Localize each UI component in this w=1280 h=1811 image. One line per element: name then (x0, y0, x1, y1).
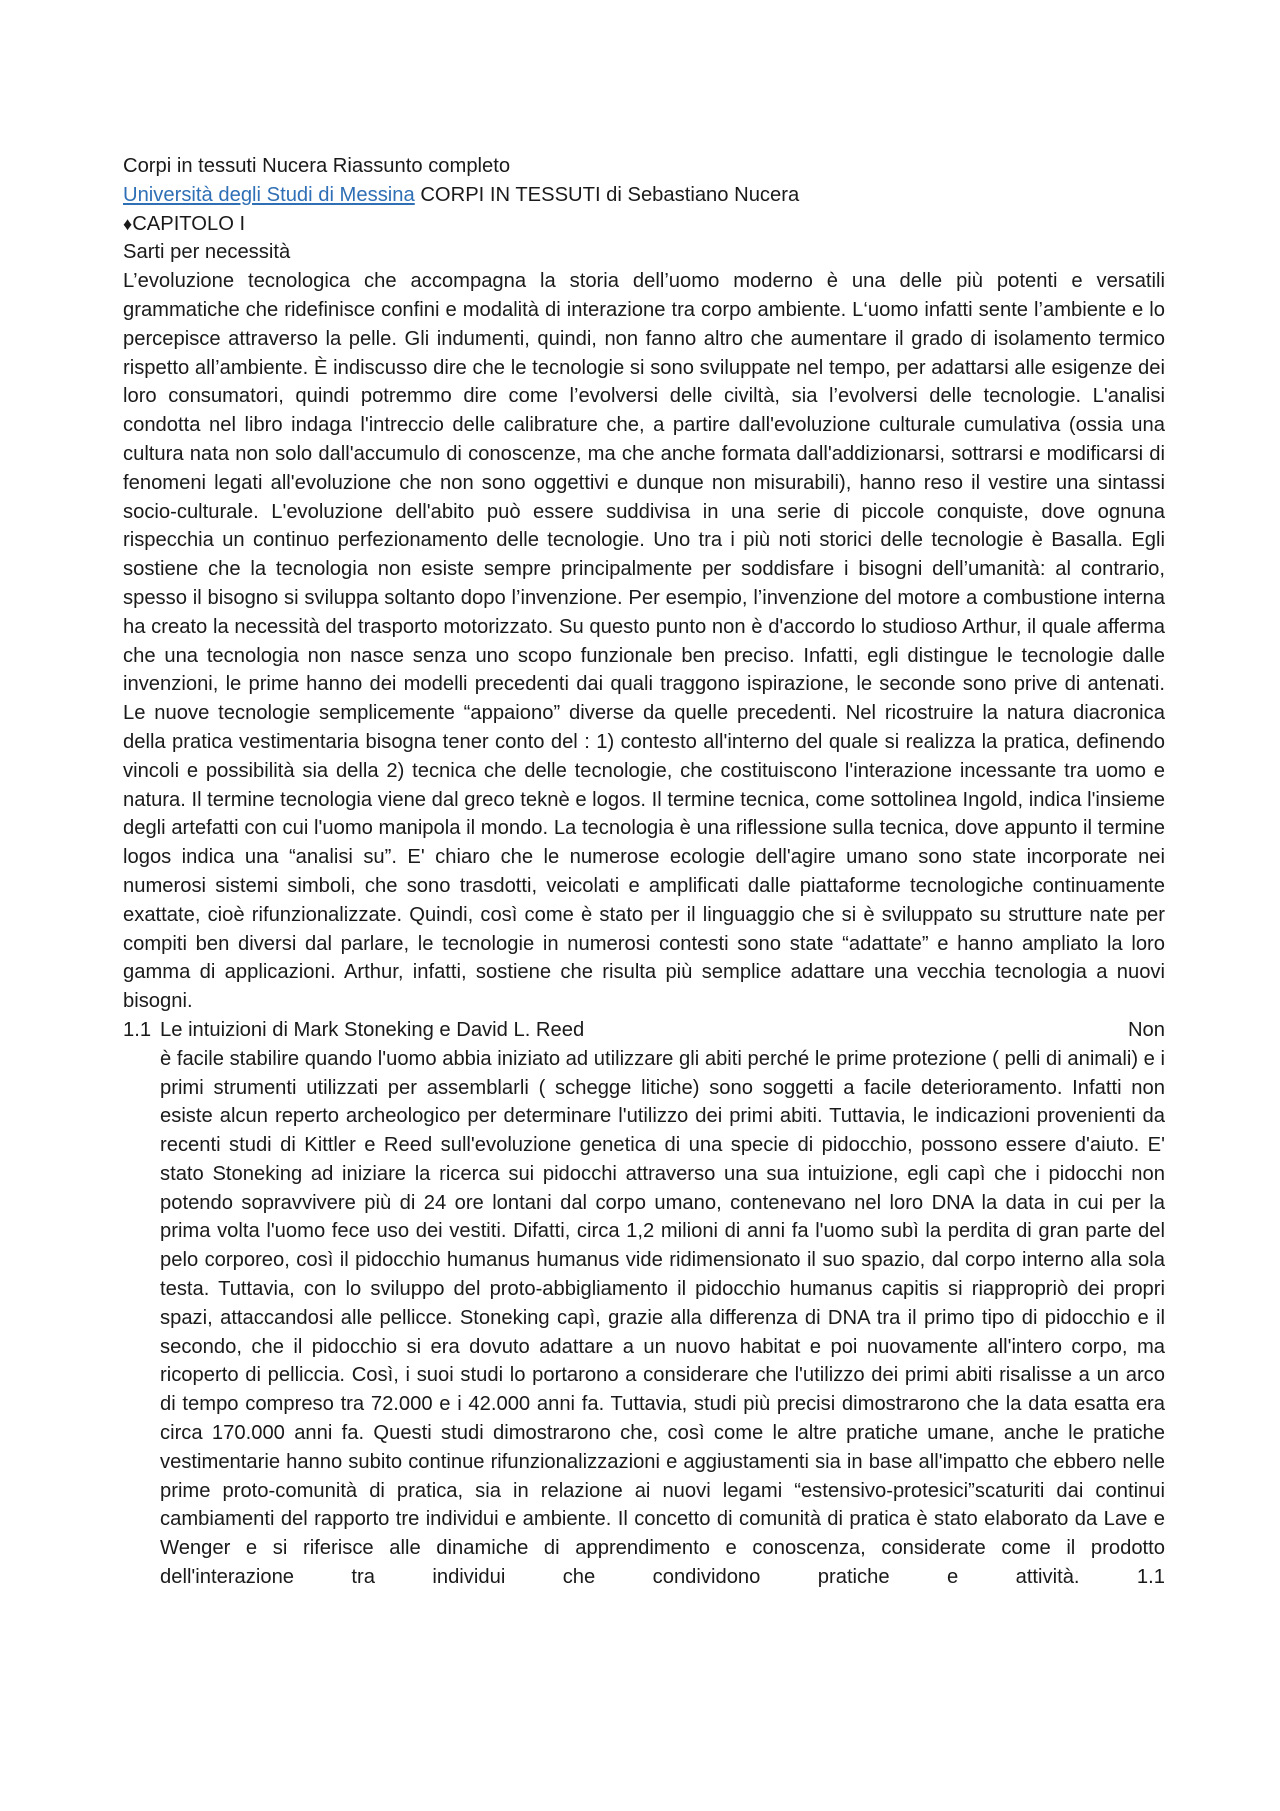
section-heading-left (123, 1016, 584, 1045)
section-number: 1.1 (123, 1018, 152, 1041)
book-title: CORPI IN TESSUTI di Sebastiano Nucera (414, 183, 800, 206)
section-heading (123, 1016, 1165, 1045)
diamond-bullet-icon: ♦ (123, 213, 133, 234)
chapter-subtitle: Sarti per necessità (123, 241, 291, 264)
section-lead-word: Non (1127, 1018, 1165, 1041)
section-title: Le intuizioni di Mark Stoneking e David L. Reed (160, 1018, 585, 1041)
document-title: Corpi in tessuti Nucera Riassunto completo (123, 155, 511, 177)
university-link[interactable]: Università degli Studi di Messina (123, 183, 415, 206)
chapter-heading (123, 210, 1165, 239)
document-subtitle-line (123, 181, 1165, 210)
chapter-label: CAPITOLO I (132, 212, 246, 235)
document-page (123, 152, 1165, 1592)
paragraph-1: L’evoluzione tecnologica che accompagna la storia dell’uomo moderno è una delle più potenti e versatili grammatiche che ridefinisce confini e modalità di interazione tra corpo ambiente. L‘uomo infatti sente l’ambiente e lo percepisce attraverso la pelle. Gli indumenti, quindi, non fanno altro che aumentare il grado di isolamento termico rispetto all’ambiente. È indiscusso dire che le tecnologie si sono sviluppate nel tempo, per adattarsi alle esigenze dei loro consumatori, quindi potremmo dire come l’evolversi delle civiltà, sia l’evolversi delle tecnologie. L'analisi condotta nel libro indaga l'intreccio delle calibrature che, a partire dall'evoluzione culturale cumulativa (ossia una cultura nata non solo dall'accumulo di conoscenze, ma che anche formata dall'addizionarsi, sottrarsi e modificarsi di fenomeni legati all'evoluzione che non sono oggettivi e dunque non misurabili), hanno reso il vestire una sintassi socio-culturale. L'evoluzione dell'abito può essere suddivisa in una serie di piccole conquiste, dove ognuna rispecchia un continuo perfezionamento delle tecnologie. Uno tra i più noti storici delle tecnologie è Basalla. Egli sostiene che la tecnologia non esiste sempre principalmente per soddisfare i bisogni dell’umanità: al contrario, spesso il bisogno si sviluppa soltanto dopo l’invenzione. Per esempio, l’invenzione del motore a combustione interna ha creato la necessità del trasporto motorizzato. Su questo punto non è d'accordo lo studioso Arthur, il quale afferma che una tecnologia non nasce senza uno scopo funzionale ben preciso. Infatti, egli distingue le tecnologie dalle invenzioni, le prime hanno dei modelli precedenti dai quali traggono ispirazione, le seconde sono prive di antenati. Le nuove tecnologie semplicemente “appaiono” diverse da quelle precedenti. Nel ricostruire la natura diacronica della pratica vestimentaria bisogna tener conto del : 1) contesto all'interno del quale si realizza la pratica, definendo vincoli e possibilità sia della 2) tecnica che delle tecnologie, che costituiscono l'interazione incessante tra uomo e natura. Il termine tecnologia viene dal greco teknè e logos. Il termine tecnica, come sottolinea Ingold, indica l'insieme degli artefatti con cui l'uomo manipola il mondo. La tecnologia è una riflessione sulla tecnica, dove appunto il termine logos indica una “analisi su”. E' chiaro che le numerose ecologie dell'agire umano sono state incorporate nei numerosi sistemi simboli, che sono trasdotti, veicolati e amplificati dalle piattaforme tecnologiche continuamente exattate, cioè rifunzionalizzate. Quindi, così come è stato per il linguaggio che si è sviluppato su strutture nate per compiti ben diversi dal parlare, le tecnologie in numerosi contesti sono state “adattate” e hanno ampliato la loro gamma di applicazioni. Arthur, infatti, sostiene che risulta più semplice adattare una vecchia tecnologia a nuovi bisogni. (123, 270, 1165, 1013)
paragraph-2: è facile stabilire quando l'uomo abbia iniziato ad utilizzare gli abiti perché le prime protezione ( pelli di animali) e i primi strumenti utilizzati per assemblarli ( schegge litiche) sono soggetti a facile deterioramento. Infatti non esiste alcun reperto archeologico per determinare l'utilizzo dei primi abiti. Tuttavia, le indicazioni provenienti da recenti studi di Kittler e Reed sull'evoluzione genetica di una specie di pidocchio, possono essere d'aiuto. E' stato Stoneking ad iniziare la ricerca sui pidocchi attraverso una sua intuizione, egli capì che i pidocchi non potendo sopravvivere più di 24 ore lontani dal corpo umano, contenevano nel loro DNA la data in cui per la prima volta l'uomo fece uso dei vestiti. Difatti, circa 1,2 milioni di anni fa l'uomo subì la perdita di gran parte del pelo corporeo, così il pidocchio humanus humanus vide ridimensionato il suo spazio, dal corpo interno alla sola testa. Tuttavia, con lo sviluppo del proto-abbigliamento il pidocchio humanus capitis si riappropriò dei propri spazi, attaccandosi alle pellicce. Stoneking capì, grazie alla differenza di DNA tra il primo tipo di pidocchio e il secondo, che il pidocchio si era dovuto adattare a un nuovo habitat e poi nuovamente all'intero corpo, ma ricoperto di pelliccia. Così, i suoi studi lo portarono a considerare che l'utilizzo dei primi abiti risalisse a un arco di tempo compreso tra 72.000 e i 42.000 anni fa. Tuttavia, studi più precisi dimostrarono che la data esatta era circa 170.000 anni fa. Questi studi dimostrarono che, così come le altre pratiche umane, anche le pratiche vestimentarie hanno subito continue rifunzionalizzazioni e aggiustamenti sia in base all'impatto che ebbero nelle prime proto-comunità di pratica, sia in relazione ai nuovi legami “estensivo-protesici”scaturiti dai continui cambiamenti del rapporto tre individui e ambiente. Il concetto di comunità di pratica è stato elaborato da Lave e Wenger e si riferisce alle dinamiche di apprendimento e conoscenza, considerate come il prodotto dell'interazione tra individui che condividono pratiche e attività. 1.1 (160, 1047, 1165, 1589)
